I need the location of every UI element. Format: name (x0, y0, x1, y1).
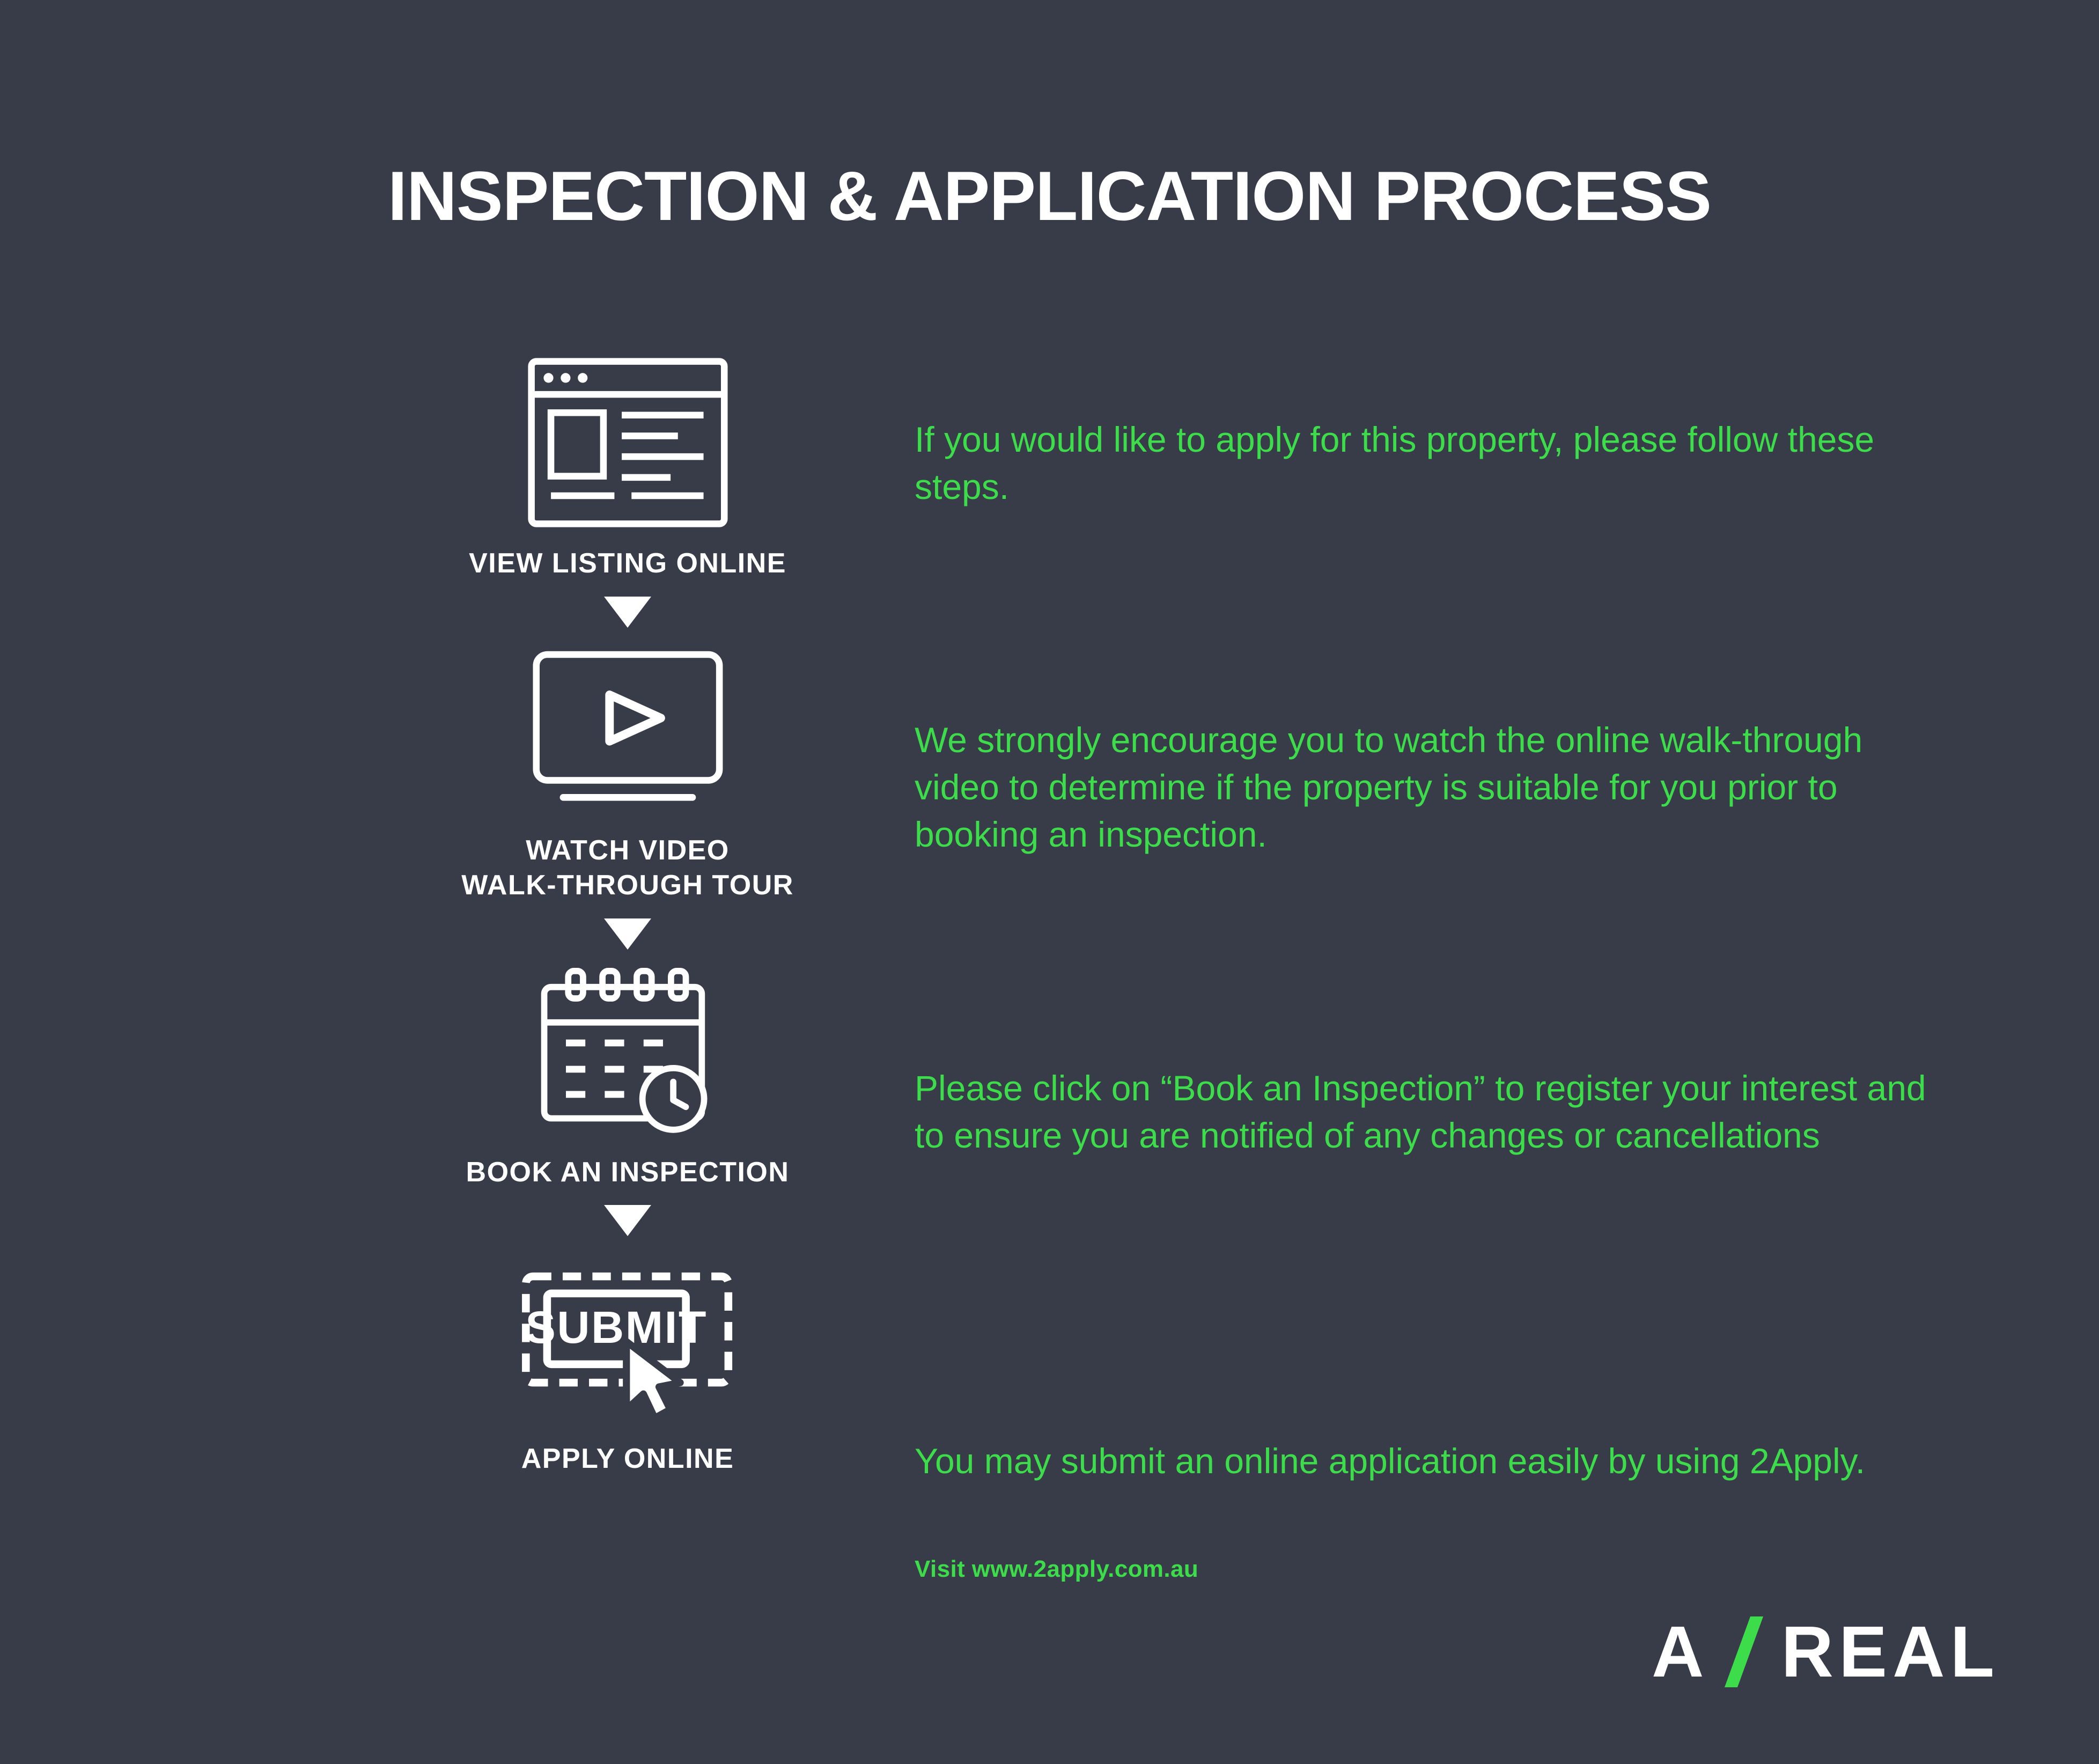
flow-arrow-2 (343, 915, 912, 955)
logo-letter: A (1652, 1611, 1710, 1692)
step-label-apply-online: APPLY ONLINE (521, 1443, 734, 1475)
note-view-listing: If you would like to apply for this property, please follow these steps. (915, 420, 1875, 506)
step-label-watch-video-line2: WALK-THROUGH TOUR (461, 870, 794, 901)
submit-button-cursor-icon (507, 1250, 748, 1427)
svg-text:SUBMIT: SUBMIT (525, 1302, 708, 1353)
visit-link[interactable]: Visit www.2apply.com.au (915, 1556, 1199, 1582)
flow-arrow-1 (343, 593, 912, 634)
step-book-inspection[interactable] (343, 963, 912, 1190)
page-title: INSPECTION & APPLICATION PROCESS (387, 157, 1712, 235)
note-book-inspection: Please click on “Book an Inspection” to register your interest and to ensure you are notified of any changes or cancellations (915, 1068, 1926, 1155)
step-label-view-listing: VIEW LISTING ONLINE (469, 548, 786, 579)
browser-window-icon (524, 354, 732, 531)
note-watch-video: We strongly encourage you to watch the online walk-through video to determine if the property is suitable for you prior to booking an inspection. (915, 720, 1863, 854)
brand-logo (1652, 1611, 2000, 1692)
logo-slash-icon (1719, 1616, 1778, 1686)
note-apply-online: You may submit an online application easily by using 2Apply. (915, 1441, 1866, 1481)
step-label-watch-video-line1: WATCH VIDEO (526, 834, 730, 866)
step-label-book-inspection: BOOK AN INSPECTION (466, 1156, 790, 1188)
calendar-clock-icon (531, 963, 725, 1140)
step-label-watch-video (343, 833, 912, 903)
step-flow (343, 354, 912, 1477)
video-play-icon (524, 641, 732, 818)
logo-word: REAL (1781, 1611, 2000, 1692)
flow-arrow-3 (343, 1202, 912, 1242)
step-watch-video[interactable] (343, 641, 912, 903)
step-view-listing-online[interactable] (343, 354, 912, 582)
step-apply-online[interactable] (343, 1250, 912, 1477)
